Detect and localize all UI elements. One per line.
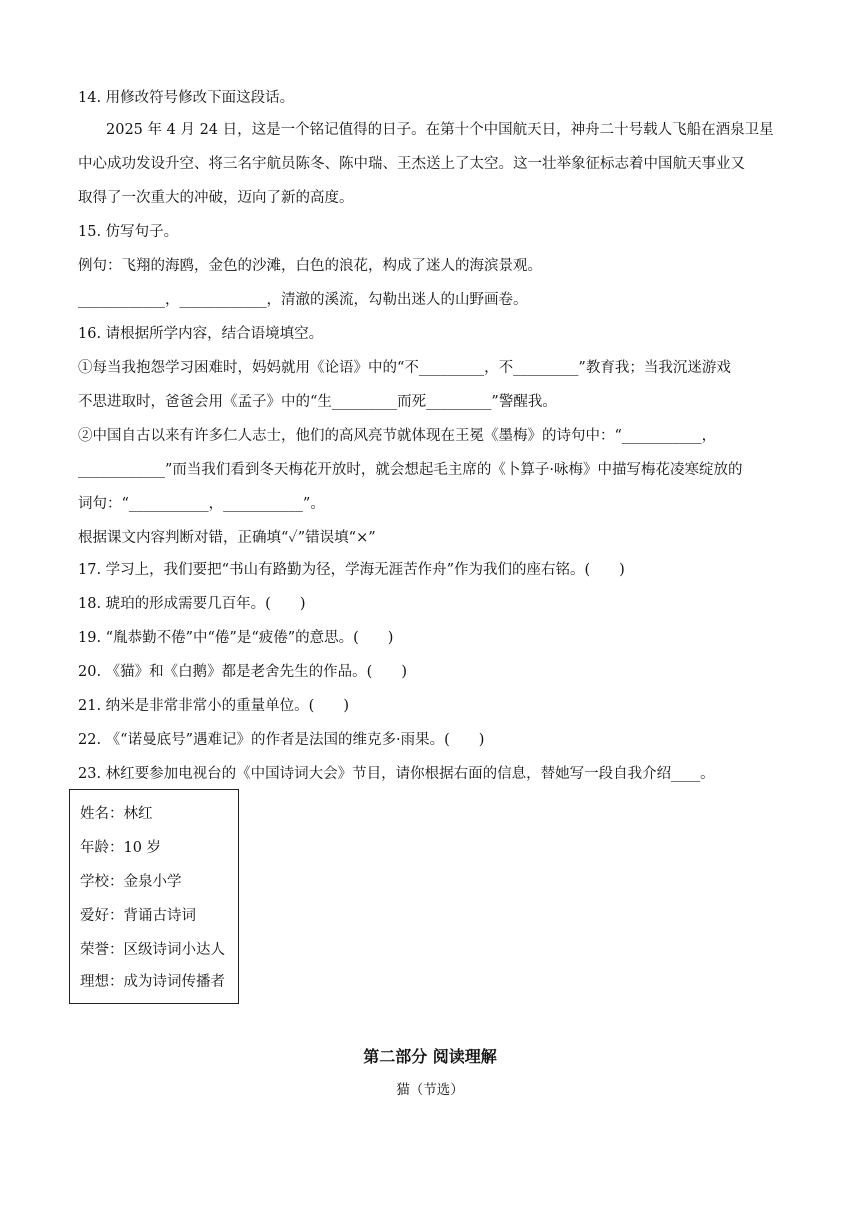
q16-item-1-line-1: ①每当我抱怨学习困难时，妈妈就用《论语》中的“不_________，不_________”教育我；当我沉迷游戏	[78, 360, 731, 376]
q14-paragraph-line-1: 2025 年 4 月 24 日，这是一个铭记值得的日子。在第十个中国航天日，神舟二十号载人飞船在酒泉卫星	[106, 122, 774, 138]
q16-item-1-line-2: 不思进取时，爸爸会用《孟子》中的“生_________而死_________”警醒我。	[78, 394, 557, 410]
q14-paragraph-line-2: 中心成功发设升空、将三名宇航员陈冬、陈中瑞、王杰送上了太空。这一壮举象征标志着中国航天事业又	[78, 156, 745, 172]
info-dream: 理想：成为诗词传播者	[80, 974, 225, 990]
info-card	[69, 789, 239, 1004]
info-hobby: 爱好：背诵古诗词	[80, 908, 196, 924]
q17: 17. 学习上，我们要把“书山有路勤为径，学海无涯苦作舟”作为我们的座右铭。( )	[78, 562, 625, 578]
q14-paragraph-line-3: 取得了一次重大的冲破，迈向了新的高度。	[78, 190, 354, 206]
info-honor: 荣誉：区级诗词小达人	[80, 942, 225, 958]
q19: 19. “胤恭勤不倦”中“倦”是“疲倦”的意思。( )	[78, 630, 394, 646]
info-school: 学校：金泉小学	[80, 874, 182, 890]
q16-item-2-line-2: ____________”而当我们看到冬天梅花开放时，就会想起毛主席的《卜算子·咏梅》中描写梅花凌寒绽放的	[78, 462, 743, 478]
q23: 23. 林红要参加电视台的《中国诗词大会》节目，请你根据右面的信息，替她写一段自我介绍____。	[78, 766, 715, 782]
q14-title: 14. 用修改符号修改下面这段话。	[78, 90, 295, 106]
judge-instructions: 根据课文内容判断对错，正确填“✓”错误填“×”	[78, 530, 376, 546]
q16-title: 16. 请根据所学内容，结合语境填空。	[78, 326, 324, 342]
q16-item-2-line-1: ②中国自古以来有许多仁人志士，他们的高风亮节就体现在王冕《墨梅》的诗句中：“___________，	[78, 428, 717, 444]
q15-example: 例句：飞翔的海鸥，金色的沙滩，白色的浪花，构成了迷人的海滨景观。	[78, 258, 542, 274]
q15-blank-line: ____________，____________，清澈的溪流，勾勒出迷人的山野画卷。	[78, 292, 528, 308]
section-title: 第二部分 阅读理解	[363, 1047, 497, 1066]
q22: 22. 《“诺曼底号”遇难记》的作者是法国的维克多·雨果。( )	[78, 732, 485, 748]
info-age: 年龄：10 岁	[80, 840, 162, 856]
passage-title: 猫（节选）	[396, 1082, 464, 1098]
q15-title: 15. 仿写句子。	[78, 224, 179, 240]
q20: 20. 《猫》和《白鹅》都是老舍先生的作品。( )	[78, 664, 407, 680]
info-name: 姓名：林红	[80, 806, 153, 822]
q16-item-2-line-3: 词句：“___________，___________”。	[78, 496, 325, 512]
q21: 21. 纳米是非常非常小的重量单位。( )	[78, 698, 349, 714]
q18: 18. 琥珀的形成需要几百年。( )	[78, 596, 306, 612]
